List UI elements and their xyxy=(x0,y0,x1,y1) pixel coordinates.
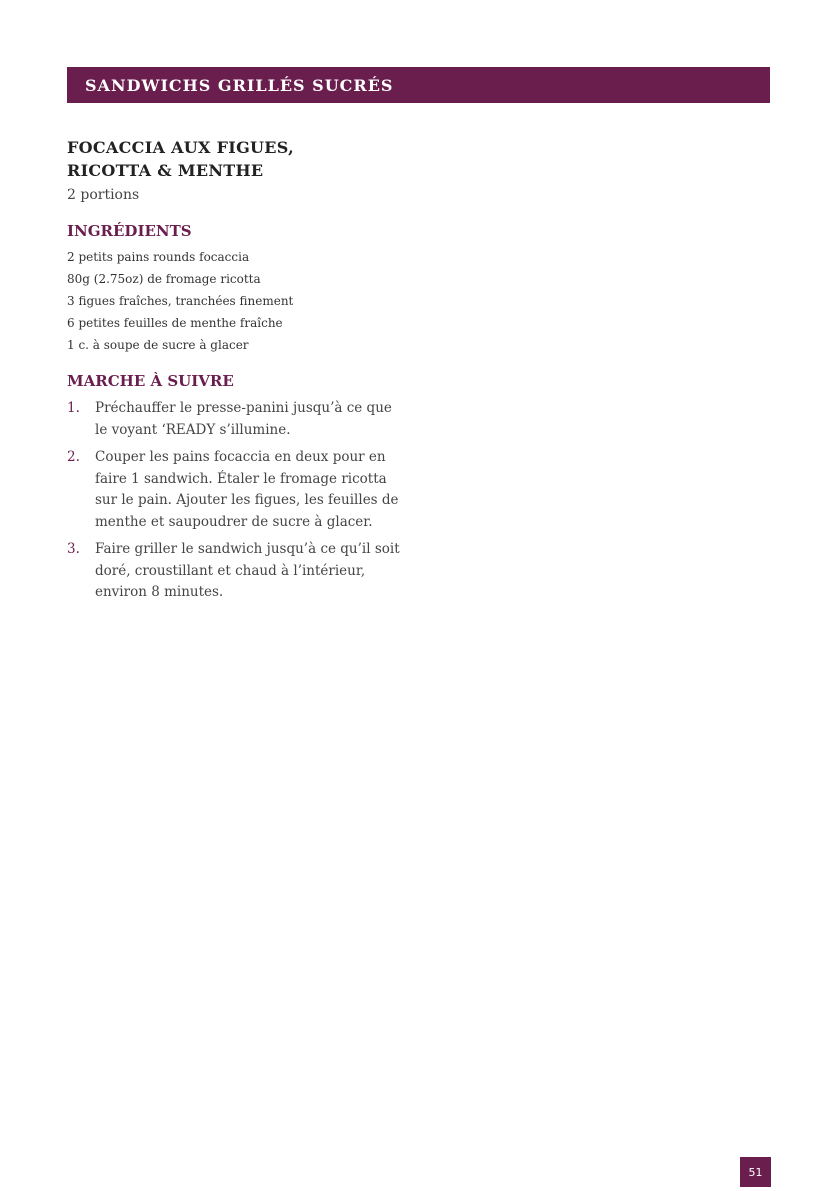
step-number: 2. xyxy=(67,449,80,465)
ingredients-heading: INGRÉDIENTS xyxy=(67,222,192,240)
ingredient-item: 1 c. à soupe de sucre à glacer xyxy=(67,338,249,352)
step-number: 1. xyxy=(67,400,80,416)
steps-list xyxy=(67,398,407,604)
section-banner xyxy=(67,67,770,103)
recipe-title-line-2: RICOTTA & MENTHE xyxy=(67,161,264,180)
recipe-title-line-1: FOCACCIA AUX FIGUES, xyxy=(67,138,294,157)
steps-heading: MARCHE À SUIVRE xyxy=(67,372,234,390)
ingredient-item: 2 petits pains rounds focaccia xyxy=(67,250,250,264)
step-text: Préchauffer le presse-panini jusqu’à ce que le voyant ‘READY s’illumine. xyxy=(95,400,392,438)
step-item xyxy=(67,447,407,533)
portions: 2 portions xyxy=(67,187,140,203)
section-title: SANDWICHS GRILLÉS SUCRÉS xyxy=(85,75,394,95)
ingredient-item: 6 petites feuilles de menthe fraîche xyxy=(67,316,283,330)
step-text: Faire griller le sandwich jusqu’à ce qu’il soit doré, croustillant et chaud à l’intérieur, environ 8 minutes. xyxy=(95,541,400,600)
recipe-title xyxy=(67,136,407,182)
step-item xyxy=(67,398,407,441)
step-item xyxy=(67,539,407,604)
recipe-content xyxy=(67,136,407,610)
page-number: 51 xyxy=(740,1157,771,1187)
step-number: 3. xyxy=(67,541,80,557)
ingredients-list xyxy=(67,246,407,356)
step-text: Couper les pains focaccia en deux pour en faire 1 sandwich. Étaler le fromage ricotta sur le pain. Ajouter les figues, les feuilles de menthe et saupoudrer de sucre à glacer. xyxy=(95,449,399,530)
ingredient-item: 80g (2.75oz) de fromage ricotta xyxy=(67,272,261,286)
ingredient-item: 3 figues fraîches, tranchées finement xyxy=(67,294,294,308)
